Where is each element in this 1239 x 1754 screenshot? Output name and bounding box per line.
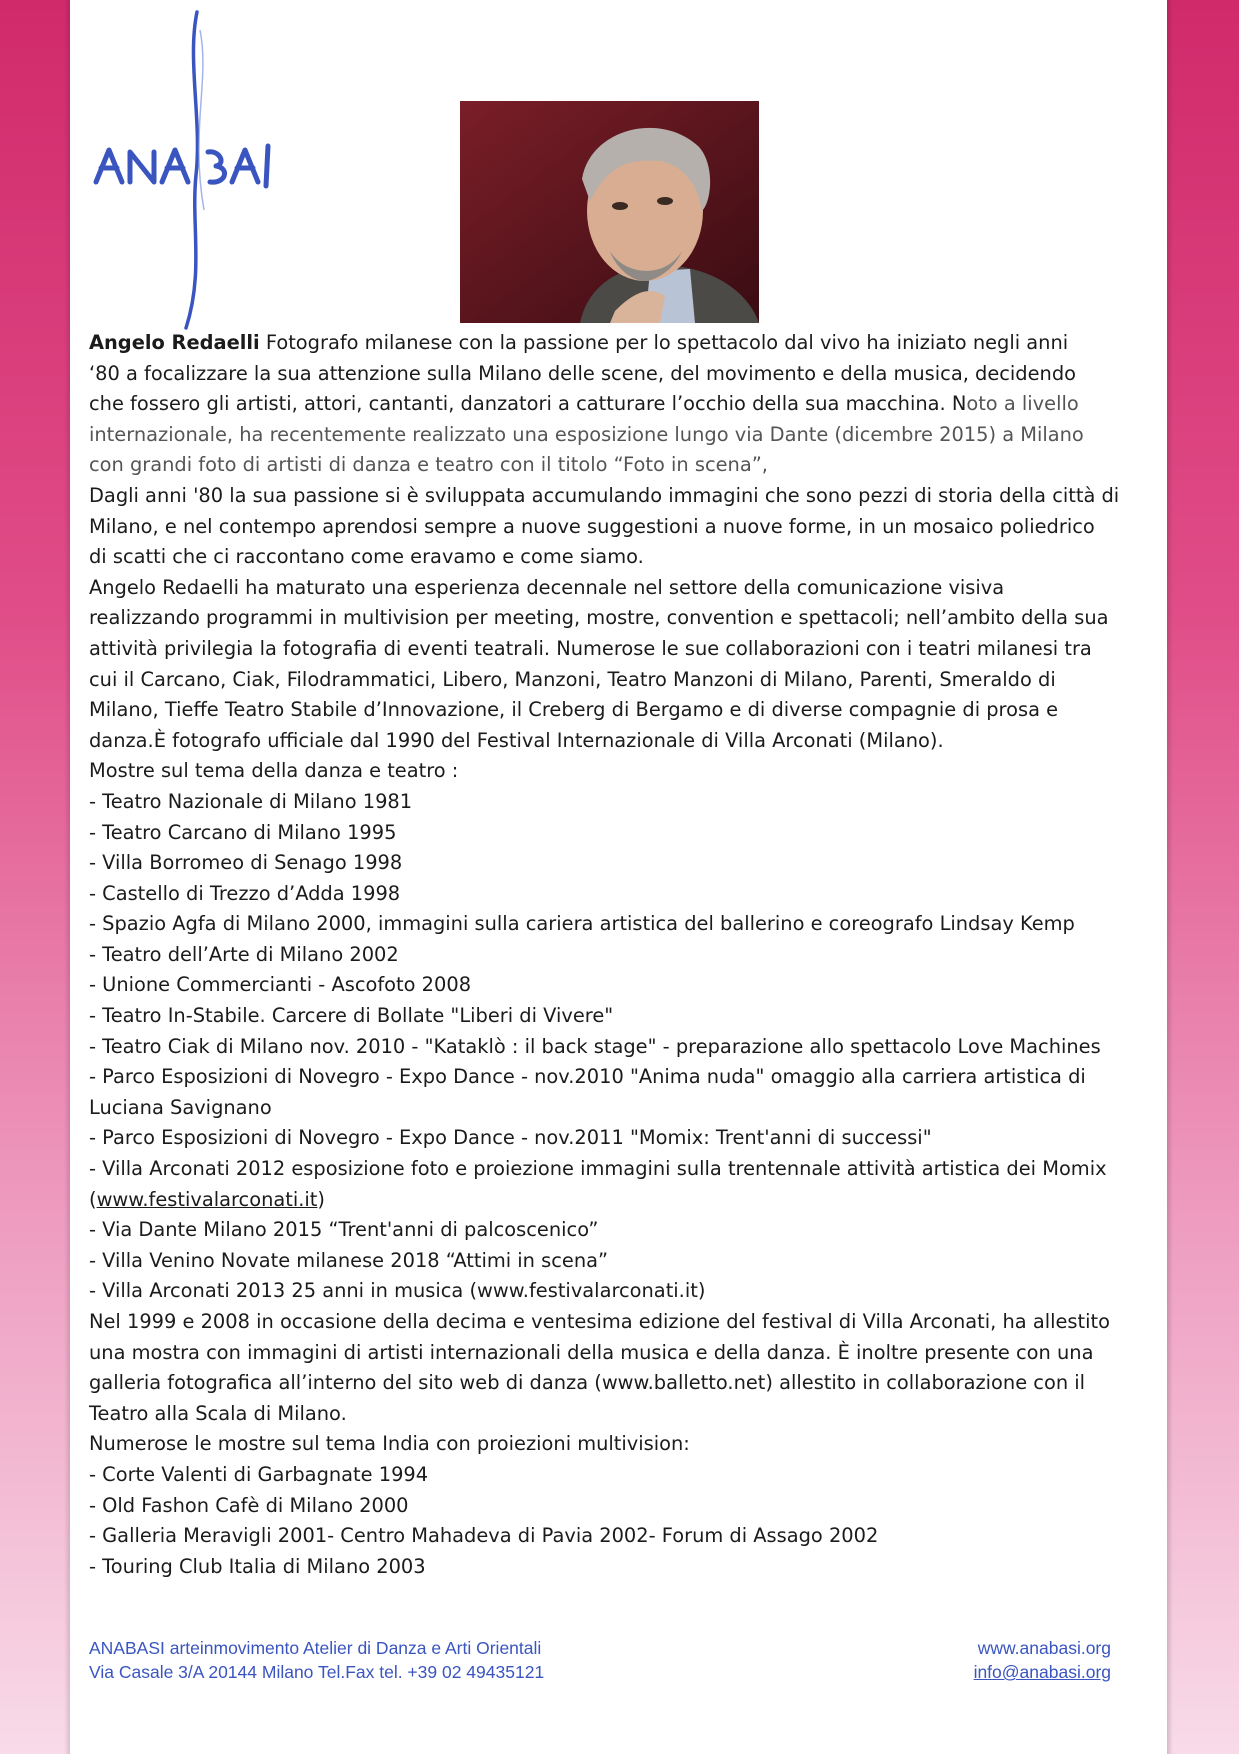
- exhibition-item: - Old Fashon Cafè di Milano 2000: [89, 1493, 409, 1517]
- exhibition-item: - Parco Esposizioni di Novegro - Expo Dance - nov.2011 "Momix: Trent'anni di successi": [89, 1126, 932, 1150]
- bio-text: Fotografo milanese con la passione per lo spettacolo dal vivo ha iniziato negli anni: [259, 331, 1069, 354]
- exhibition-item: - Teatro Ciak di Milano nov. 2010 - "Kataklò : il back stage" - preparazione allo spettacolo Love Machines: [89, 1034, 1101, 1058]
- exhibition-item: - Teatro Nazionale di Milano 1981: [89, 789, 413, 813]
- footer-email-link[interactable]: info@anabasi.org: [973, 1662, 1111, 1682]
- exhibition-item: - Galleria Meravigli 2001- Centro Mahadeva di Pavia 2002- Forum di Assago 2002: [89, 1524, 879, 1548]
- bio-line: una mostra con immagini di artisti internazionali della musica e della danza. È inoltre presente con una: [89, 1340, 1094, 1364]
- bio-line: Milano, e nel contempo aprendosi sempre a nuove suggestioni a nuove forme, in un mosaico poliedrico: [89, 514, 1095, 538]
- bio-text-gray: oto a livello: [966, 392, 1079, 416]
- footer-website-link[interactable]: www.anabasi.org: [977, 1638, 1111, 1658]
- exhibition-item: - Parco Esposizioni di Novegro - Expo Dance - nov.2010 "Anima nuda" omaggio alla carriera artistica di: [89, 1065, 1086, 1089]
- bio-line: attività privilegia la fotografia di eventi teatrali. Numerose le sue collaborazioni con i teatri milanesi tra: [89, 636, 1092, 660]
- bio-line: Milano, Tieffe Teatro Stabile d’Innovazione, il Creberg di Bergamo e di diverse compagnie di prosa e: [89, 698, 1059, 722]
- bio-line: Nel 1999 e 2008 in occasione della decima e ventesima edizione del festival di Villa Arconati, ha allestito: [89, 1310, 1110, 1333]
- bio-line: Angelo Redaelli ha maturato una esperienza decennale nel settore della comunicazione visiva: [89, 575, 1005, 599]
- exhibition-item: - Villa Arconati 2013 25 anni in musica (www.festivalarconati.it): [89, 1279, 706, 1303]
- bio-line: danza.È fotografo ufficiale dal 1990 del Festival Internazionale di Villa Arconati (Milano).: [89, 728, 944, 752]
- bio-line: [89, 328, 1161, 359]
- biography-text: [89, 328, 1161, 1582]
- exhibition-item: - Villa Venino Novate milanese 2018 “Attimi in scena”: [89, 1248, 609, 1272]
- bio-text: che fossero gli artisti, attori, cantanti, danzatori a catturare l’occhio della sua macchina. N: [89, 392, 967, 416]
- bio-line: galleria fotografica all’interno del sito web di danza (www.balletto.net) allestito in collaborazione con il: [89, 1371, 1086, 1395]
- exhibition-item: - Via Dante Milano 2015 “Trent'anni di palcoscenico”: [89, 1218, 599, 1242]
- festival-arconati-link[interactable]: www.festivalarconati.it: [96, 1187, 318, 1211]
- anabasi-logo: [92, 10, 272, 330]
- anabasi-logo-icon: [92, 10, 272, 330]
- footer-atelier: ANABASI arteinmovimento Atelier di Danza e Arti Orientali: [89, 1638, 542, 1658]
- india-heading: Numerose le mostre sul tema India con proiezioni multivision:: [89, 1432, 690, 1456]
- bio-line: Dagli anni '80 la sua passione si è sviluppata accumulando immagini che sono pezzi di storia della città di: [89, 483, 1120, 507]
- left-decorative-band: [0, 0, 70, 1754]
- link-paren: ): [317, 1187, 325, 1211]
- bio-line: Teatro alla Scala di Milano.: [89, 1401, 347, 1425]
- exhibition-item: - Teatro In-Stabile. Carcere di Bollate "Liberi di Vivere": [89, 1004, 614, 1028]
- photographer-name: Angelo Redaelli: [89, 331, 260, 354]
- bio-line: internazionale, ha recentemente realizzato una esposizione lungo via Dante (dicembre 2015) a Milano: [89, 422, 1084, 446]
- bio-line: [89, 389, 1161, 420]
- bio-line: di scatti che ci raccontano come eravamo e come siamo.: [89, 545, 644, 569]
- footer-row: [89, 1660, 1111, 1684]
- exhibition-item: - Touring Club Italia di Milano 2003: [89, 1554, 426, 1578]
- exhibition-item: - Villa Arconati 2012 esposizione foto e proiezione immagini sulla trentennale attività artistica dei Momix: [89, 1157, 1107, 1181]
- bio-line: realizzando programmi in multivision per meeting, mostre, convention e spettacoli; nell’ambito della sua: [89, 606, 1109, 630]
- exhibition-item: - Teatro Carcano di Milano 1995: [89, 820, 397, 844]
- bio-line: ‘80 a focalizzare la sua attenzione sulla Milano delle scene, del movimento e della musica, decidendo: [89, 361, 1077, 385]
- exhibition-item: - Spazio Agfa di Milano 2000, immagini sulla cariera artistica del ballerino e coreografo Lindsay Kemp: [89, 912, 1075, 936]
- footer-address: Via Casale 3/A 20144 Milano Tel.Fax tel. +39 02 49435121: [89, 1662, 545, 1682]
- exhibition-item: - Castello di Trezzo d’Adda 1998: [89, 881, 401, 905]
- bio-line: con grandi foto di artisti di danza e teatro con il titolo “Foto in scena”,: [89, 453, 768, 477]
- bio-line: [89, 1185, 1161, 1216]
- right-decorative-band: [1167, 0, 1239, 1754]
- exhibition-item: - Villa Borromeo di Senago 1998: [89, 851, 403, 875]
- portrait-photo: [460, 101, 759, 323]
- footer: [89, 1636, 1111, 1684]
- footer-row: [89, 1636, 1111, 1660]
- link-paren: (: [89, 1187, 97, 1211]
- exhibition-item: - Unione Commercianti - Ascofoto 2008: [89, 973, 472, 997]
- exhibitions-heading: Mostre sul tema della danza e teatro :: [89, 759, 459, 783]
- portrait-photo-icon: [460, 101, 759, 323]
- exhibition-item: - Teatro dell’Arte di Milano 2002: [89, 942, 399, 966]
- exhibition-item: - Corte Valenti di Garbagnate 1994: [89, 1462, 429, 1486]
- bio-line: cui il Carcano, Ciak, Filodrammatici, Libero, Manzoni, Teatro Manzoni di Milano, Parenti, Smeraldo di: [89, 667, 1056, 691]
- exhibition-item: Luciana Savignano: [89, 1095, 272, 1119]
